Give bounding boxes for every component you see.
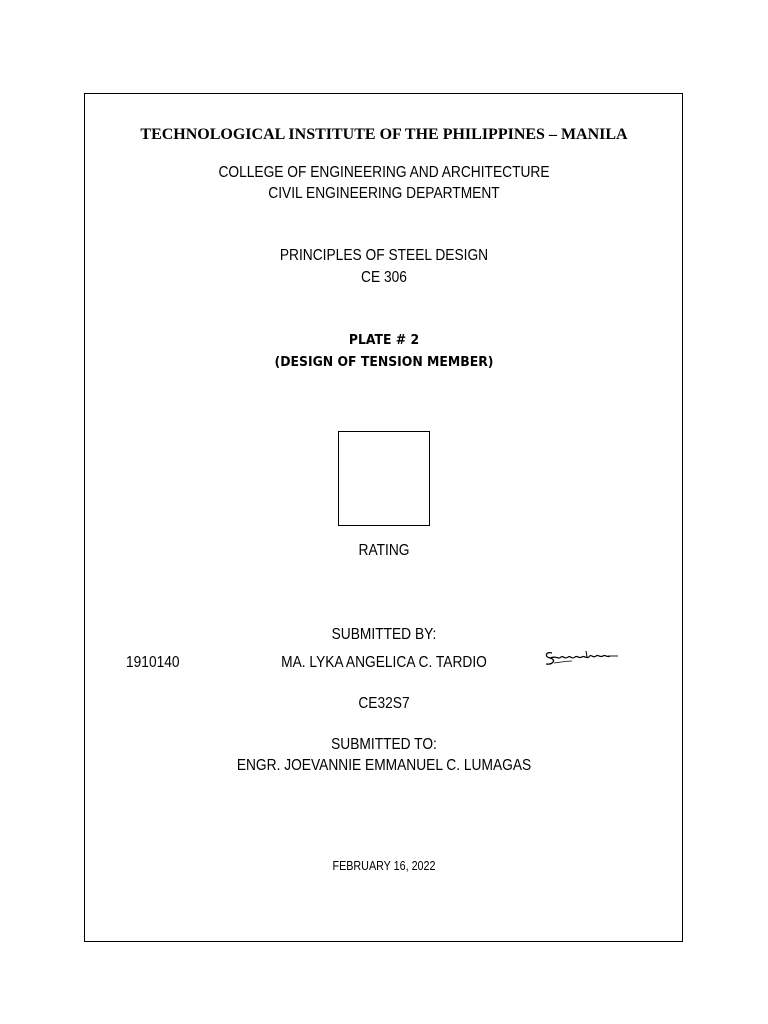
student-name: MA. LYKA ANGELICA C. TARDIO: [281, 654, 487, 671]
submission-date: FEBRUARY 16, 2022: [332, 859, 436, 873]
college-name: COLLEGE OF ENGINEERING AND ARCHITECTURE: [218, 164, 550, 181]
institute-name: TECHNOLOGICAL INSTITUTE OF THE PHILIPPINES – MANILA: [140, 126, 628, 143]
rating-box: [338, 431, 430, 526]
course-code: CE 306: [361, 269, 407, 286]
signature-image: [542, 645, 622, 671]
section-code: CE32S7: [358, 695, 410, 712]
student-id: 1910140: [126, 654, 180, 671]
submitted-by-label: SUBMITTED BY:: [331, 626, 437, 643]
plate-title: (DESIGN OF TENSION MEMBER): [274, 354, 494, 370]
instructor-name: ENGR. JOEVANNIE EMMANUEL C. LUMAGAS: [236, 757, 532, 774]
submitted-to-label: SUBMITTED TO:: [331, 736, 437, 753]
department-name: CIVIL ENGINEERING DEPARTMENT: [268, 185, 500, 202]
course-title: PRINCIPLES OF STEEL DESIGN: [279, 247, 489, 264]
rating-label: RATING: [358, 542, 410, 559]
plate-number: PLATE # 2: [348, 332, 420, 348]
